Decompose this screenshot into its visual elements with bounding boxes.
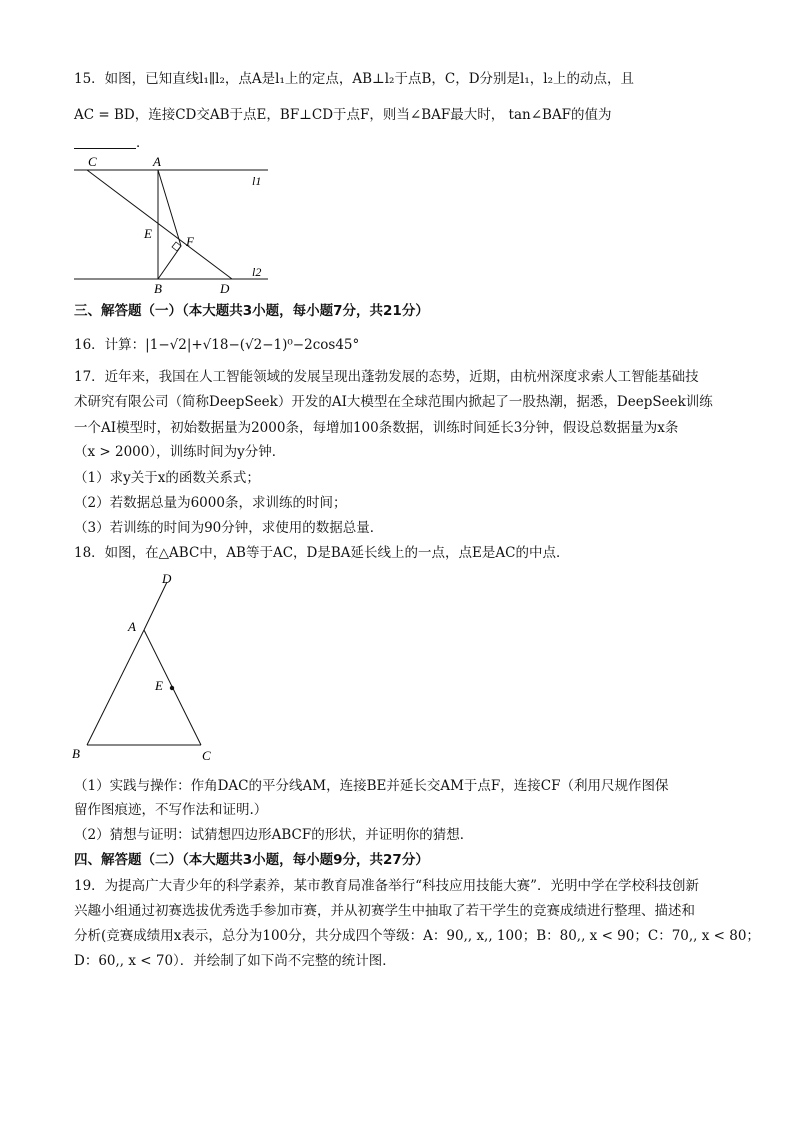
segment-af: [158, 170, 181, 246]
segment-ab: [87, 630, 144, 745]
label-b: B: [154, 281, 162, 296]
q15-line3-end: ．: [136, 135, 150, 151]
label-c: C: [202, 748, 211, 763]
label-d: D: [220, 281, 230, 296]
q15-line1: 15．如图，已知直线l₁∥l₂，点A是l₁上的定点，AB⊥l₂于点B，C，D分别是l₁，l₂上的动点，且: [74, 71, 634, 87]
label-a: A: [128, 619, 136, 634]
q17-line1: 17．近年来，我国在人工智能领域的发展呈现出蓬勃发展的态势，近期，由杭州深度求索人工智能基础技: [74, 369, 699, 385]
q17-line2: 术研究有限公司（简称DeepSeek）开发的AI大模型在全球范围内掀起了一股热潮，据悉，DeepSeek训练: [74, 394, 713, 410]
label-a: A: [153, 154, 161, 169]
label-l2: l2: [252, 265, 262, 279]
label-l1: l1: [252, 174, 262, 188]
answer-blank: [74, 136, 136, 149]
q17-line4: （x > 2000），训练时间为y分钟．: [74, 444, 286, 460]
section-4-title: 四、解答题（二）（本大题共3小题，每小题9分，共27分）: [74, 852, 429, 868]
q18-part2: （2）猜想与证明：试猜想四边形ABCF的形状，并证明你的猜想．: [74, 827, 474, 843]
q15-line2: AC = BD，连接CD交AB于点E，BF⊥CD于点F，则当∠BAF最大时， tan∠BAF的值为: [74, 107, 612, 123]
q17-part3: （3）若训练的时间为90分钟，求使用的数据总量．: [74, 520, 384, 536]
q17-part2: （2）若数据总量为6000条，求训练的时间；: [74, 495, 347, 511]
q19-line2: 兴趣小组通过初赛选拔优秀选手参加市赛，并从初赛学生中抽取了若干学生的竞赛成绩进行整理、描述和: [74, 903, 695, 919]
segment-cd: [87, 170, 232, 279]
q18-line1: 18．如图，在△ABC中，AB等于AC，D是BA延长线上的一点，点E是AC的中点．: [74, 545, 570, 561]
q17-part1: （1）求y关于x的函数关系式；: [74, 470, 260, 486]
q16-expression: 16．计算：|1−√2|+√18−(√2−1)⁰−2cos45°: [74, 337, 360, 353]
section-3-title: 三、解答题（一）（本大题共3小题，每小题7分，共21分）: [74, 303, 429, 319]
q15-figure: [72, 150, 272, 298]
midpoint-e: [170, 686, 174, 690]
q17-line3: 一个AI模型时，初始数据量为2000条，每增加100条数据，训练时间延长3分钟，假设总数据量为x条: [74, 420, 679, 436]
q19-line3: 分析(竞赛成绩用x表示，总分为100分，共分成四个等级：A：90,, x,, 100；B：80,, x < 90；C：70,, x < 80；: [74, 928, 760, 944]
label-e: E: [155, 678, 163, 693]
q18-figure: [66, 568, 226, 768]
right-angle-mark: [172, 242, 181, 251]
label-f: F: [186, 234, 194, 249]
segment-ad: [144, 582, 167, 630]
q19-line1: 19．为提高广大青少年的科学素养，某市教育局准备举行“科技应用技能大赛”．光明中学在学校科技创新: [74, 878, 699, 894]
label-c: C: [88, 154, 97, 169]
label-d: D: [162, 571, 172, 586]
label-e: E: [144, 226, 152, 241]
q18-part1-b: 留作图痕迹，不写作法和证明.）: [74, 802, 268, 818]
q19-line4: D：60,, x < 70）．并绘制了如下尚不完整的统计图．: [74, 953, 396, 969]
q18-part1-a: （1）实践与操作：作角DAC的平分线AM，连接BE并延长交AM于点F，连接CF（利用尺规作图保: [74, 778, 669, 794]
label-b: B: [72, 746, 80, 761]
